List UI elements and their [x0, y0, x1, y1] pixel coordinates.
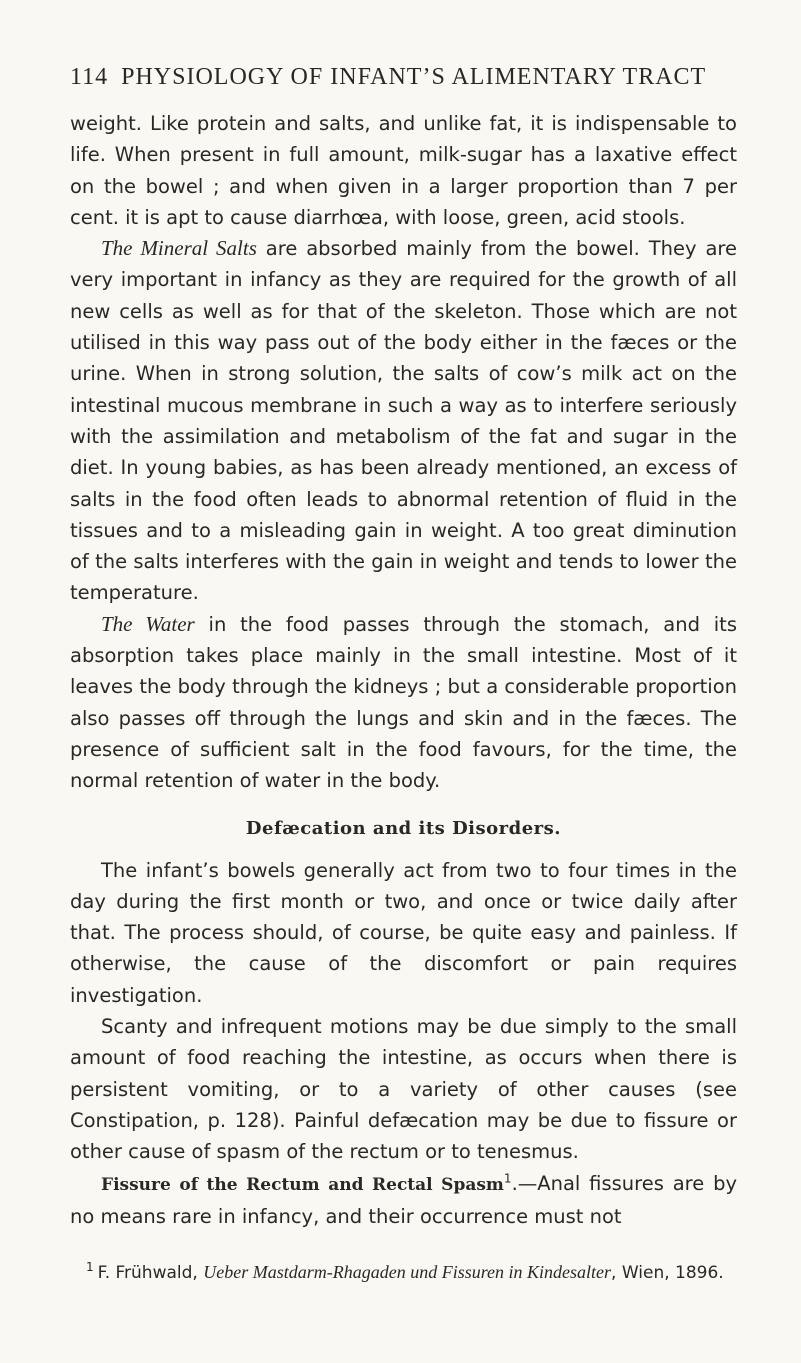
footnote-rest: , Wien, 1896.: [611, 1263, 724, 1283]
footnote: [70, 1260, 737, 1286]
footnote-title: Ueber Mastdarm-Rhagaden und Fissuren in Kindesalter: [203, 1262, 612, 1282]
paragraph-mineral-salts: [70, 233, 737, 609]
paragraph-fissure: [70, 1168, 737, 1233]
paragraph-scanty-motions: Scanty and infrequent motions may be due simply to the small amount of food reaching the intestine, as occurs when there is persistent vomiting, or to a variety of other causes (see Constipation, p. 128). Painful defæcation may be due to fissure or other cause of spasm of the rectum or to tenesmus.: [70, 1015, 737, 1164]
footnote-reference: 1: [503, 1171, 512, 1185]
section-heading: Defæcation and its Disorders.: [245, 817, 562, 839]
footnote-text: [70, 1260, 737, 1286]
running-header: [70, 64, 740, 91]
fissure-text: .—Anal fissures are by no means rare in infancy, and their occurrence must not: [70, 1171, 737, 1228]
mineral-salts-lead: The Mineral Salts: [101, 236, 257, 261]
paragraph-milk-sugar-continued: weight. Like protein and salts, and unlike fat, it is indispensable to life. When present in full amount, milk-sugar has a laxative effect on the bowel ; and when given in a larger proportion than 7 per cent. it is apt to cause diarrhœa, with loose, green, acid stools.: [70, 112, 737, 229]
paragraph-water: [70, 609, 737, 797]
page-number: 114: [70, 64, 109, 90]
footnote-mark: 1: [86, 1260, 94, 1275]
water-lead: The Water: [101, 611, 195, 636]
water-text: in the food passes through the stomach, and its absorption takes place mainly in the small intestine. Most of it leaves the body through the kidneys ; but a considerable proportion also passes off through the lungs and skin and in the fæces. The presence of sufficient salt in the food favours, for the time, the normal retention of water in the body.: [70, 612, 737, 793]
main-text: [70, 108, 737, 1232]
running-title: PHYSIOLOGY OF INFANT’S ALIMENTARY TRACT: [121, 64, 707, 90]
mineral-salts-text: are absorbed mainly from the bowel. They are very important in infancy as they are required for the growth of all new cells as well as for that of the skeleton. Those which are not utilised in this way pass out of the body either in the fæces or the urine. When in strong solution, the salts of cow’s milk act on the intestinal mucous membrane in such a way as to interfere seriously with the assimilation and metabolism of the fat and sugar in the diet. In young babies, as has been already mentioned, an excess of salts in the food often leads to abnormal retention of fluid in the tissues and to a misleading gain in weight. A too great diminution of the salts interferes with the gain in weight and tends to lower the temperature.: [70, 237, 737, 605]
paragraph-bowel-frequency: The infant’s bowels generally act from two to four times in the day during the first month or two, and once or twice daily after that. The process should, of course, be quite easy and painless. If otherwise, the cause of the discomfort or pain requires investigation.: [70, 858, 737, 1007]
fissure-run-head: Fissure of the Rectum and Rectal Spasm: [101, 1174, 504, 1195]
footnote-author: F. Frühwald,: [97, 1263, 198, 1283]
